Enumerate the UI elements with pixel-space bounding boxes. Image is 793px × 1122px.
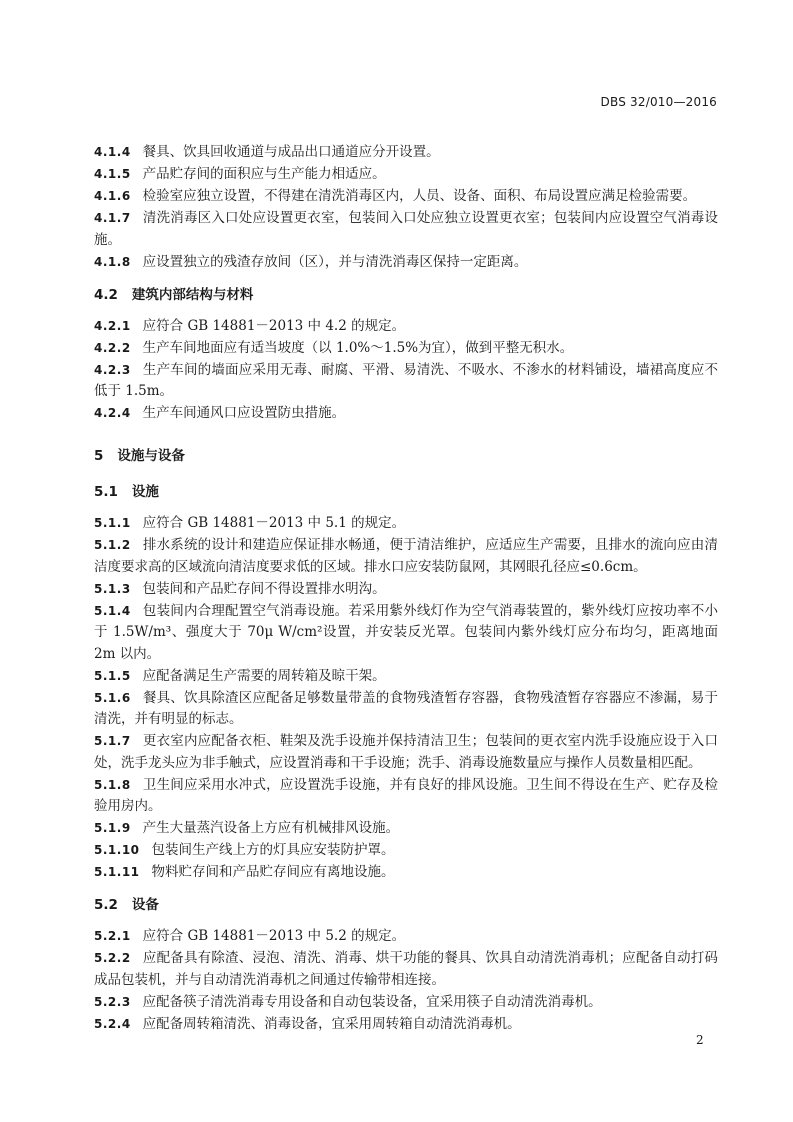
clause: [94, 208, 718, 251]
clause-text: 应配备周转箱清洗、消毒设备，宜采用周转箱自动清洗消毒机。: [142, 1015, 521, 1032]
page-body: [94, 142, 718, 1036]
clause-number: 4.2.2: [94, 340, 131, 355]
clause: [94, 403, 718, 425]
clause-number: 4.1.7: [94, 211, 131, 225]
clause-number: 5.2.3: [94, 994, 131, 1009]
clause: [94, 818, 718, 840]
clause: [94, 142, 718, 164]
clause-number: 5.1.4: [94, 603, 131, 618]
clause-text: 生产车间地面应有适当坡度（以 1.0%～1.5%为宜），做到平整无积水。: [142, 339, 574, 356]
clause-text: 卫生间应采用水冲式，应设置洗手设施，并有良好的排风设施。卫生间不得设在生产、贮存及检验用房内。: [94, 776, 718, 814]
clause-group-5-1: [94, 513, 718, 884]
section-title-text: 设施与设备: [117, 448, 185, 464]
clause-text: 更衣室内应配备衣柜、鞋架及洗手设施并保持清洁卫生；包装间的更衣室内洗手设施应设于入口处，洗手龙头应为非手触式，应设置消毒和干手设施；洗手、消毒设施数量应与操作人员数量相匹配。: [94, 733, 718, 771]
clause-text: 生产车间通风口应设置防虫措施。: [142, 405, 346, 421]
clause-text: 应符合 GB 14881－2013 中 5.2 的规定。: [142, 928, 406, 944]
clause-text: 包装间和产品贮存间不得设置排水明沟。: [142, 580, 386, 597]
clause-text: 生产车间的墙面应采用无毒、耐腐、平滑、易清洗、不吸水、不渗水的材料铺设，墙裙高度应不低于 1.5m。: [94, 361, 718, 399]
clause-group-4-2: [94, 316, 718, 425]
clause-text: 应配备筷子清洗消毒专用设备和自动包装设备，宜采用筷子自动清洗消毒机。: [142, 993, 602, 1010]
clause-group-5-2: [94, 926, 718, 1035]
clause-number: 4.2.1: [94, 318, 131, 333]
clause-text: 包装间生产线上方的灯具应安装防护罩。: [151, 842, 395, 858]
clause-text: 餐具、饮具除渣区应配备足够数量带盖的食物残渣暂存容器，食物残渣暂存容器应不渗漏，易于清洗，并有明显的标志。: [94, 689, 718, 727]
section-heading-5-2: [94, 894, 718, 916]
clause-number: 5.2.2: [94, 951, 131, 965]
clause-text: 应符合 GB 14881－2013 中 5.1 的规定。: [142, 515, 406, 531]
clause-number: 5.1.7: [94, 734, 131, 748]
section-number: 5.2: [94, 897, 118, 913]
clause: [94, 862, 718, 884]
clause: [94, 316, 718, 338]
clause-number: 5.1.6: [94, 690, 131, 705]
clause-text: 物料贮存间和产品贮存间应有离地设施。: [151, 864, 395, 880]
clause-number: 4.1.4: [94, 145, 131, 159]
section-number: 5: [94, 448, 104, 464]
clause-text: 应配备具有除渣、浸泡、清洗、消毒、烘干功能的餐具、饮具自动清洗消毒机；应配备自动打码成品包装机，并与自动清洗消毒机之间通过传输带相连接。: [94, 950, 718, 988]
clause: [94, 992, 718, 1014]
clause: [94, 252, 718, 274]
clause-number: 5.1.8: [94, 777, 131, 792]
clause: [94, 840, 718, 862]
clause: [94, 731, 718, 774]
section-title-text: 设施: [131, 484, 159, 500]
clause-text: 产品贮存间的面积应与生产能力相适应。: [142, 166, 386, 182]
document-code: DBS 32/010—2016: [600, 95, 717, 109]
section-heading-5-1: [94, 481, 718, 503]
clause-number: 4.1.5: [94, 167, 131, 181]
clause-number: 5.1.3: [94, 581, 131, 596]
clause-text: 产生大量蒸汽设备上方应有机械排风设施。: [142, 820, 400, 836]
clause-number: 5.2.4: [94, 1016, 131, 1031]
clause: [94, 948, 718, 991]
clause-text: 应设置独立的残渣存放间（区），并与清洗消毒区保持一定距离。: [142, 253, 528, 270]
clause-number: 5.2.1: [94, 929, 131, 943]
clause: [94, 338, 718, 360]
page-number: 2: [696, 1033, 704, 1047]
clause: [94, 775, 718, 818]
clause: [94, 688, 718, 731]
clause: [94, 535, 718, 578]
section-title-text: 建筑内部结构与材料: [131, 286, 254, 303]
clause: [94, 601, 718, 666]
clause-number: 4.1.6: [94, 189, 131, 203]
clause-text: 清洗消毒区入口处应设置更衣室，包装间入口处应独立设置更衣室；包装间内应设置空气消毒设施。: [94, 210, 718, 248]
clause-number: 5.1.11: [94, 865, 140, 879]
clause-text: 排水系统的设计和建造应保证排水畅通，便于清洁维护，应适应生产需要，且排水的流向应由清洁度要求高的区域流向清洁度要求低的区域。排水口应安装防鼠网，其网眼孔径应≤0.6cm。: [94, 537, 718, 575]
clause-group-4-1: [94, 142, 718, 273]
clause: [94, 926, 718, 948]
clause-number: 5.1.2: [94, 538, 131, 552]
section-title-text: 设备: [131, 897, 159, 913]
clause-text: 检验室应独立设置，不得建在清洗消毒区内，人员、设备、面积、布局设置应满足检验需要。: [142, 188, 697, 204]
chapter-heading-5: [94, 445, 718, 467]
clause-text: 应配备满足生产需要的周转箱及晾干架。: [142, 667, 386, 684]
clause-text: 餐具、饮具回收通道与成品出口通道应分开设置。: [142, 144, 440, 160]
clause-number: 4.2.3: [94, 362, 131, 377]
clause-number: 5.1.1: [94, 516, 131, 530]
clause-number: 5.1.10: [94, 843, 140, 857]
clause: [94, 513, 718, 535]
clause: [94, 666, 718, 688]
clause-number: 4.2.4: [94, 406, 131, 420]
clause-number: 5.1.5: [94, 668, 131, 683]
clause-number: 5.1.9: [94, 821, 131, 835]
section-heading-4-2: [94, 284, 718, 306]
clause-text: 应符合 GB 14881－2013 中 4.2 的规定。: [142, 317, 406, 334]
clause: [94, 1014, 718, 1036]
clause: [94, 360, 718, 403]
clause: [94, 164, 718, 186]
clause: [94, 186, 718, 208]
clause-number: 4.1.8: [94, 254, 131, 269]
section-number: 5.1: [94, 484, 118, 500]
clause-text: 包装间内合理配置空气消毒设施。若采用紫外线灯作为空气消毒装置的，紫外线灯应按功率不小于 1.5W/m³、强度大于 70μ W/cm²设置，并安装反光罩。包装间内紫外线灯应分布均匀，距离地面 2m 以内。: [94, 602, 718, 662]
section-number: 4.2: [94, 286, 118, 303]
clause: [94, 579, 718, 601]
